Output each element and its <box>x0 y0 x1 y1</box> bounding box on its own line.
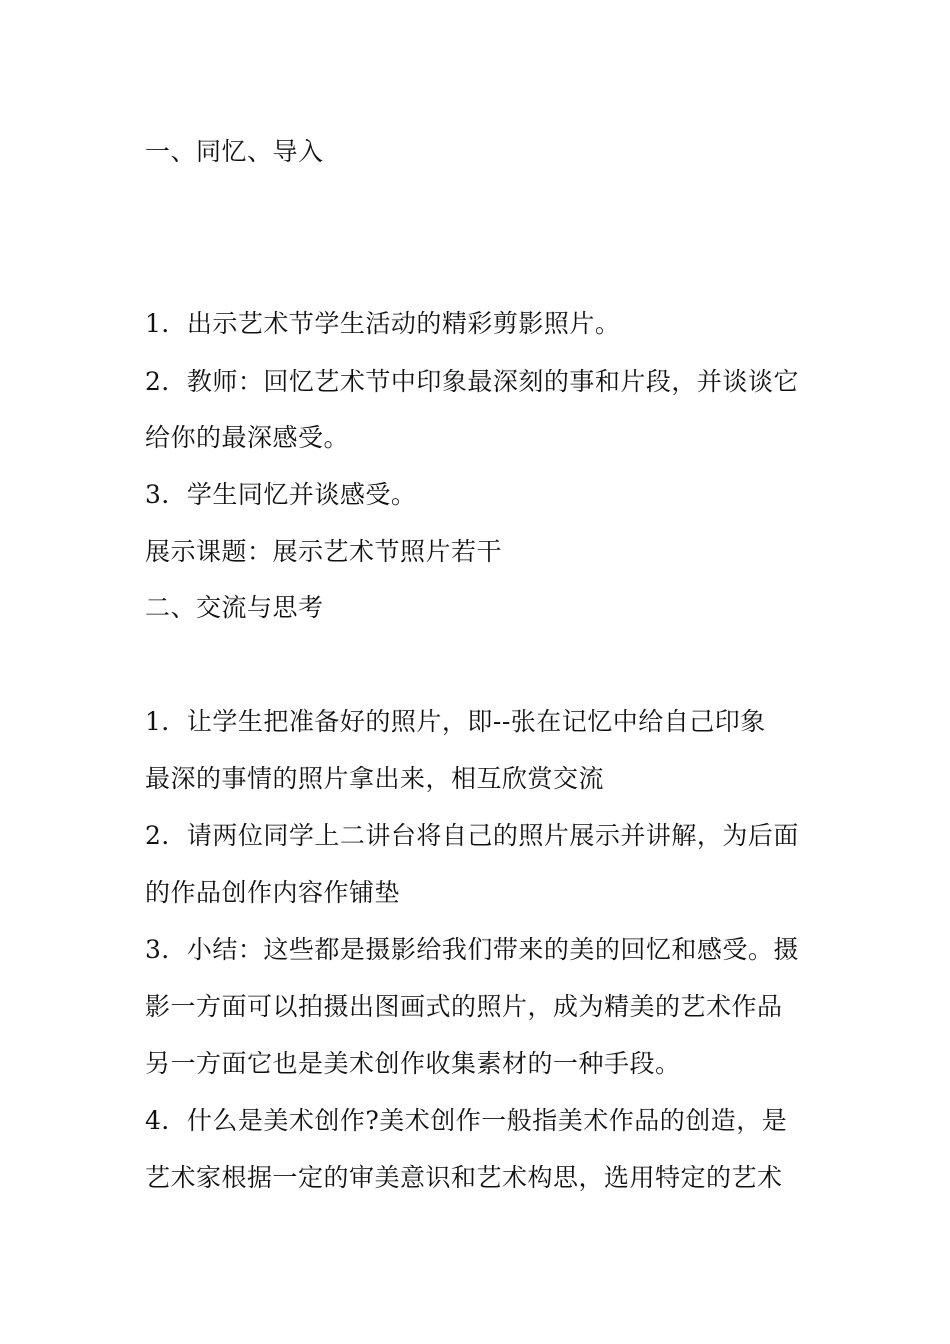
paragraph-line: 影一方面可以拍摄出图画式的照片，成为精美的艺术作品 <box>145 992 783 1021</box>
paragraph-line: 1．让学生把准备好的照片，即--张在记忆中给自己印象 <box>145 707 766 736</box>
paragraph-line: 艺术家根据一定的审美意识和艺术构思，选用特定的艺术 <box>145 1163 783 1192</box>
section-heading-2: 二、交流与思考 <box>145 593 324 622</box>
paragraph-line: 2．请两位同学上二讲台将自己的照片展示并讲解，为后面 <box>145 821 799 850</box>
paragraph-line: 另一方面它也是美术创作收集素材的一种手段。 <box>145 1049 681 1078</box>
paragraph-line: 最深的事情的照片拿出来，相互欣赏交流 <box>145 764 605 793</box>
paragraph-line: 展示课题：展示艺术节照片若干 <box>145 537 503 566</box>
paragraph-line: 3．学生同忆并谈感受。 <box>145 480 417 509</box>
paragraph-line: 的作品创作内容作铺垫 <box>145 878 401 907</box>
paragraph-line: 4．什么是美术创作?美术创作一般指美术作品的创造，是 <box>145 1106 788 1135</box>
section-heading-1: 一、同忆、导入 <box>145 137 324 166</box>
paragraph-line: 2．教师：回忆艺术节中印象最深刻的事和片段，并谈谈它 <box>145 367 799 396</box>
paragraph-line: 给你的最深感受。 <box>145 423 350 452</box>
paragraph-line: 3．小结：这些都是摄影给我们带来的美的回忆和感受。摄 <box>145 935 799 964</box>
paragraph-line: 1．出示艺术节学生活动的精彩剪影照片。 <box>145 309 621 338</box>
